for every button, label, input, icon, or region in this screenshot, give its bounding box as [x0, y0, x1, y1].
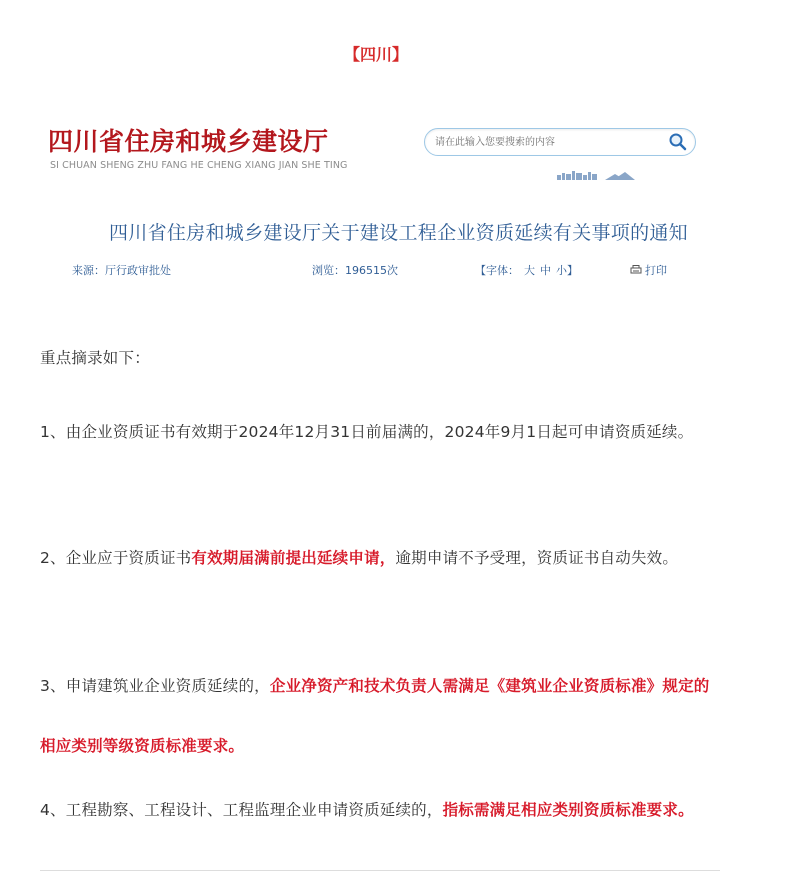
skyline-logo-icon [555, 170, 635, 180]
point-1-text: 1、由企业资质证书有效期于2024年12月31日前届满的，2024年9月1日起可申请资质延续。 [40, 423, 694, 441]
summary-intro: 重点摘录如下： [40, 349, 150, 367]
divider [40, 870, 720, 871]
font-size-large[interactable]: 大 [524, 264, 535, 277]
font-label-open: 【字体： [475, 264, 519, 277]
point-2-highlight: 有效期届满前提出延续申请， [191, 549, 396, 567]
region-tag: 【四川】 [343, 45, 408, 64]
site-pinyin: SI CHUAN SHENG ZHU FANG HE CHENG XIANG JIAN SHE TING [50, 160, 348, 171]
point-1 [40, 402, 720, 462]
font-label-close: 】 [567, 264, 578, 277]
point-4 [40, 780, 720, 840]
point-2 [40, 528, 720, 588]
point-3-highlight: 企业净资产和技术负责人需满足《建筑业企业资质标准》规定的相应类别等级资质标准要求。 [40, 677, 710, 755]
magnifier-icon[interactable] [667, 131, 689, 153]
font-size-control [475, 262, 578, 278]
site-title[interactable]: 四川省住房和城乡建设厅 [48, 127, 329, 156]
font-size-medium[interactable]: 中 [540, 264, 551, 277]
search-box [424, 128, 696, 156]
point-2-text: 2、企业应于资质证书 [40, 549, 192, 567]
article-source: 来源：厅行政审批处 [72, 264, 171, 277]
print-label: 打印 [645, 264, 667, 277]
point-2-text-tail: 逾期申请不予受理，资质证书自动失效。 [395, 549, 679, 567]
printer-icon [630, 265, 642, 275]
article-title: 四川省住房和城乡建设厅关于建设工程企业资质延续有关事项的通知 [108, 222, 688, 244]
point-4-text: 4、工程勘察、工程设计、工程监理企业申请资质延续的， [40, 801, 443, 819]
point-3 [40, 656, 720, 776]
site-header [40, 118, 720, 188]
font-size-small[interactable]: 小 [556, 264, 567, 277]
point-3-text: 3、申请建筑业企业资质延续的， [40, 677, 270, 695]
search-input[interactable] [435, 133, 655, 151]
point-4-highlight: 指标需满足相应类别资质标准要求。 [442, 801, 694, 819]
print-button[interactable] [630, 262, 667, 278]
article-views: 浏览：196515次 [312, 264, 398, 277]
